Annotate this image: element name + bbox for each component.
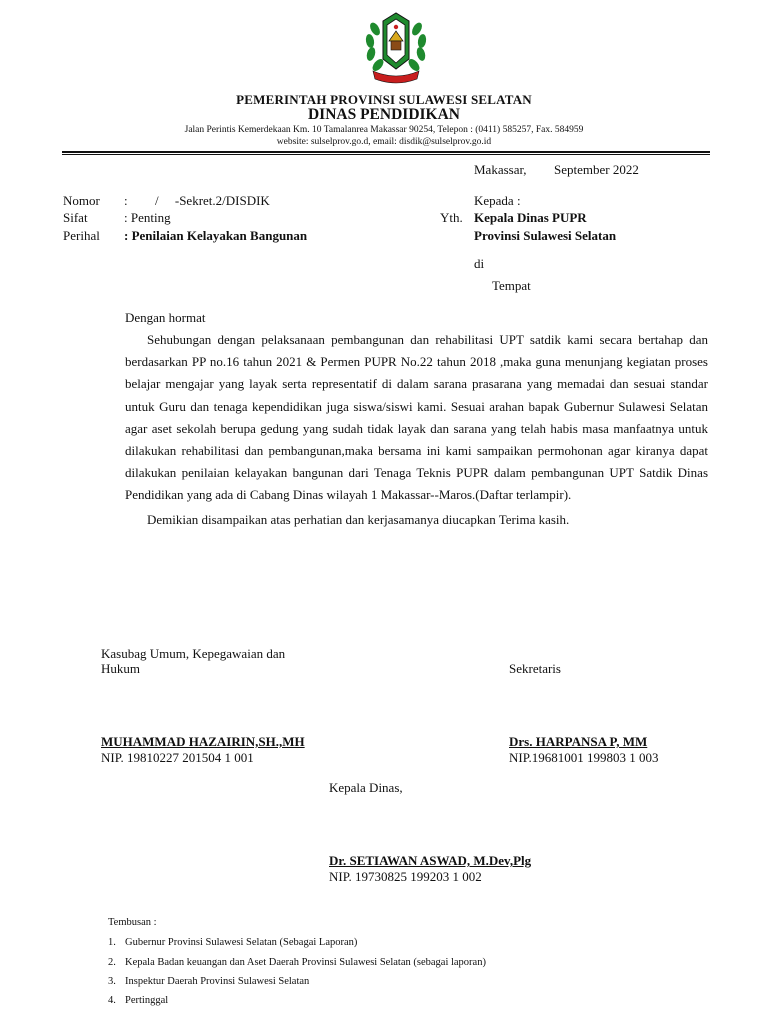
head-signatory-nip: NIP. 19730825 199203 1 002 <box>329 869 482 884</box>
recipient-to-label: Kepada : <box>474 193 521 208</box>
nomor-colon: : <box>124 193 128 208</box>
left-signatory-name: MUHAMMAD HAZAIRIN,SH.,MH <box>101 734 305 749</box>
recipient-place: Tempat <box>492 278 531 293</box>
closing-paragraph: Demikian disampaikan atas perhatian dan kerjasamanya diucapkan Terima kasih. <box>147 511 570 527</box>
head-signatory-name: Dr. SETIAWAN ASWAD, M.Dev,Plg <box>329 853 532 868</box>
recipient-name: Kepala Dinas PUPR <box>474 210 587 225</box>
right-signatory-title: Sekretaris <box>509 661 561 676</box>
head-signatory-title: Kepala Dinas, <box>329 780 403 795</box>
perihal-label: Perihal <box>63 228 100 243</box>
date-city: Makassar, <box>474 162 527 177</box>
cc-item-number: 2. <box>108 957 116 968</box>
cc-item: Pertinggal <box>125 995 169 1006</box>
letterhead-divider <box>62 151 710 155</box>
cc-item: Inspektur Daerah Provinsi Sulawesi Selatan <box>125 976 310 987</box>
left-signatory-nip: NIP. 19810227 201504 1 001 <box>101 750 254 765</box>
body-paragraph: Sehubungan dengan pelaksanaan pembangunan dan rehabilitasi UPT satdik kami secara bertahap dan berdasarkan PP no.16 tahun 2021 & Permen PUPR No.22 tahun 2018 ,maka guna menunjang kegiatan proses belajar mengajar yang layak serta representatif di dalam sarana prasarana yang memadai dan sesuai standar untuk Guru dan tenaga kependidikan juga siswa/siswi kami. Sesuai arahan bapak Gubernur Sulawesi Selatan agar aset sekolah berupa gedung yang sudah tidak layak dan sarana yang telah habis masa manfaatnya untuk dilakukan rehabilitasi dan pembangunan,maka bersama ini kami sampaikan permohonan agar kiranya dapat dilakukan penilaian kelayakan bangunan dari Tenaga Teknis PUPR dalam pembangunan UPT Satdik Dinas Pendidikan yang ada di Cabang Dinas wilayah 1 Makassar--Maros.(Daftar terlampir). <box>125 332 708 503</box>
recipient-yth: Yth. <box>440 210 463 225</box>
department-name: DINAS PENDIDIKAN <box>307 106 460 123</box>
right-signatory-name: Drs. HARPANSA P, MM <box>509 734 648 749</box>
left-signatory-title-1: Kasubag Umum, Kepegawaian dan <box>101 646 286 661</box>
nomor-value: / -Sekret.2/DISDIK <box>155 193 270 208</box>
recipient-province: Provinsi Sulawesi Selatan <box>474 228 617 243</box>
government-name: PEMERINTAH PROVINSI SULAWESI SELATAN <box>236 92 532 107</box>
cc-item: Gubernur Provinsi Sulawesi Selatan (Sebagai Laporan) <box>125 937 358 948</box>
cc-item-number: 3. <box>108 976 116 987</box>
cc-item-number: 1. <box>108 937 116 948</box>
cc-item-number: 4. <box>108 995 116 1006</box>
recipient-di: di <box>474 256 485 271</box>
cc-heading: Tembusan : <box>108 917 157 928</box>
right-signatory-nip: NIP.19681001 199803 1 003 <box>509 750 659 765</box>
nomor-label: Nomor <box>63 193 100 208</box>
cc-item: Kepala Badan keuangan dan Aset Daerah Provinsi Sulawesi Selatan (sebagai laporan) <box>125 957 486 968</box>
provincial-emblem-logo <box>363 7 429 87</box>
greeting: Dengan hormat <box>125 310 206 325</box>
letter-body <box>125 329 708 531</box>
sifat-label: Sifat <box>63 210 88 225</box>
office-address: Jalan Perintis Kemerdekaan Km. 10 Tamalanrea Makassar 90254, Telepon : (0411) 585257, Fax. 584959 <box>184 125 584 135</box>
sifat-value: : Penting <box>124 210 171 225</box>
office-contact: website: sulselprov.go.d, email: disdik@sulselprov.go.id <box>276 137 492 147</box>
left-signatory-title-2: Hukum <box>101 661 140 676</box>
perihal-value: : Penilaian Kelayakan Bangunan <box>124 228 308 243</box>
date-month-year: September 2022 <box>554 162 639 177</box>
